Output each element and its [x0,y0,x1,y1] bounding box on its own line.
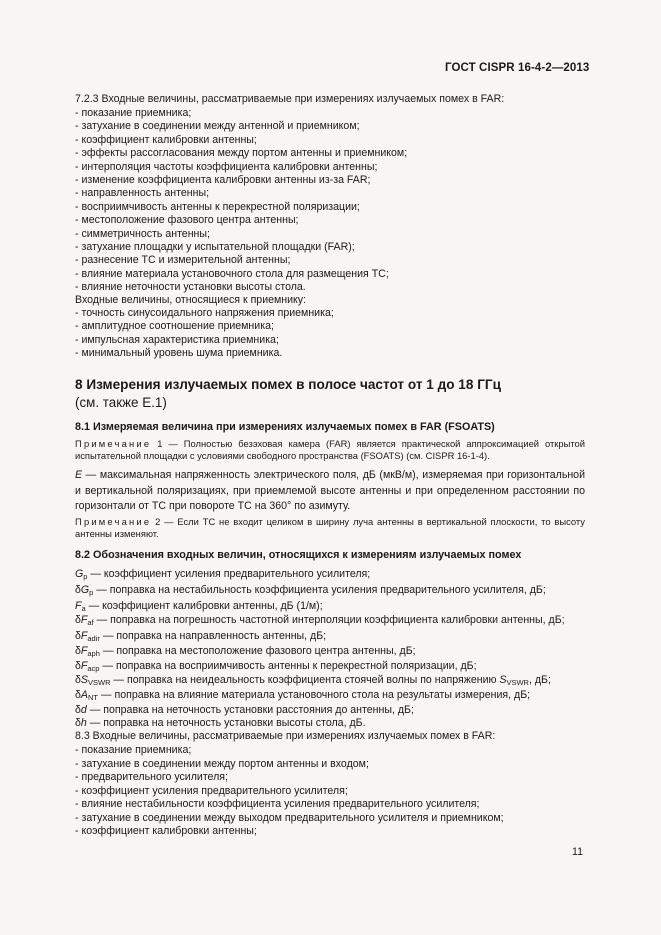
section-7-2-3-item: - направленность антенны; [75,187,210,200]
symbol-description: — поправка на направленность антенны, дБ; [99,630,327,642]
note-1-label: Примечание [75,438,152,449]
section-8-3-item: - затухание в соединении между портом антенны и входом; [75,757,369,770]
symbol-definition [75,645,416,658]
receiver-intro: Входные величины, относящиеся к приемнику: [75,294,307,306]
note-2-text: 2 — Если ТС не входит целиком в ширину луча антенны в вертикальной плоскости, то высоту антенны изменяют. [75,516,585,539]
symbol-subscript: aph [87,649,100,658]
symbol-description: — поправка на местоположение фазового центра антенны, дБ; [99,645,416,657]
section-8-3-item: - затухание в соединении между выходом предварительного усилителя и приемником; [75,811,504,824]
symbol-description: — коэффициент калибровки антенны, дБ (1/м); [85,600,323,612]
delta-prefix: δ [75,630,81,642]
section-8-3-item: - влияние нестабильности коэффициента усиления предварительного усилителя; [75,798,480,810]
symbol: h [80,717,87,729]
delta-prefix: δ [75,645,81,657]
symbol: F [80,660,88,672]
symbol-description: — поправка на неидеальность коэффициента стоячей волны по напряжению [110,674,500,686]
note-1-text: 1 — Полностью безэховая камера (FAR) является практической аппроксимацией открытой испытательной площадки с условиями свободного пространства (FSOATS) (см. CISPR 16-1-4). [75,438,585,461]
receiver-item: - точность синусоидального напряжения приемника; [75,307,334,319]
symbol-subscript: VSWR [506,678,529,687]
symbol-subscript: a [81,604,86,613]
section-7-2-3-item: - изменение коэффициента калибровки антенны из-за FAR; [75,174,371,186]
symbol-description: — поправка на восприимчивость антенны к перекрестной поляризации, дБ; [99,660,477,672]
symbol-definition [75,568,370,581]
symbol-description: — поправка на погрешность частотной интерполяции коэффициента калибровки антенны, дБ; [93,614,565,626]
symbol-subscript: p [89,588,94,597]
page-number: 11 [572,846,583,858]
e-definition [75,468,585,515]
receiver-item: - минимальный уровень шума приемника. [75,347,283,360]
symbol: F [80,630,88,642]
note-2-label: Примечание [75,516,152,527]
standard-designation: ГОСТ CISPR 16-4-2—2013 [445,62,590,74]
section-7-2-3-item: - симметричность антенны; [75,227,210,240]
section-8-3-item: - показание приемника; [75,744,192,756]
delta-prefix: δ [75,717,81,729]
symbol-definition [75,689,530,702]
symbol-definition [75,704,414,717]
symbol: S [499,674,507,686]
section-8-3-item: - предварительного усилителя; [75,771,228,783]
delta-prefix: δ [75,660,81,672]
e-symbol: E [75,469,83,481]
symbol: G [75,568,84,580]
symbol: d [80,704,87,716]
symbol-subscript: adir [87,634,100,643]
receiver-item: - амплитудное соотношение приемника; [75,320,274,333]
symbol: F [80,645,88,657]
section-8-3-item: - коэффициент усиления предварительного усилителя; [75,784,348,797]
section-7-2-3-item: - затухание площадки у испытательной площадки (FAR); [75,241,355,253]
symbol: A [80,689,88,701]
symbol-definition [75,630,326,643]
symbol-description: — поправка на нестабильность коэффициента усиления предварительного усилителя, дБ; [93,584,546,596]
section-7-2-3-item: - коэффициент калибровки антенны; [75,133,257,146]
delta-prefix: δ [75,674,81,686]
note-2 [75,516,585,540]
symbol-subscript: af [87,618,94,627]
symbol-description: — поправка на неточность установки расстояния до антенны, дБ; [86,704,414,716]
section-7-2-3-item: - восприимчивость антенны к перекрестной поляризации; [75,200,360,213]
symbol-description: — коэффициент усиления предварительного усилителя; [87,568,371,580]
section-7-2-3-item: - интерполяция частоты коэффициента калибровки антенны; [75,160,378,173]
symbol-definition [75,584,546,597]
section-8-3-item: - коэффициент калибровки антенны; [75,825,257,837]
delta-prefix: δ [75,689,81,701]
symbol-subscript: VSWR [87,678,111,687]
symbol-subscript: NT [87,693,98,702]
symbol-definition [75,614,565,627]
delta-prefix: δ [75,704,81,716]
symbol: G [80,584,90,596]
symbol-definition [75,600,323,613]
symbol-definition [75,660,477,673]
symbol-definition [75,717,366,730]
symbol: F [75,600,82,612]
symbol-subscript: p [83,572,88,581]
note-1 [75,438,585,462]
section-7-2-3-item: - показание приемника; [75,107,192,119]
symbol-description-end: , дБ; [528,674,551,686]
section-7-2-3-item: - влияние материала установочного стола для размещения ТС; [75,267,389,280]
section-7-2-3-item: - влияние неточности установки высоты стола. [75,281,306,294]
section-8-heading: 8 Измерения излучаемых помех в полосе частот от 1 до 18 ГГц [75,377,501,392]
delta-prefix: δ [75,584,81,596]
e-definition-text: — максимальная напряженность электрического поля, дБ (мкВ/м), измеряемая при горизонтальной и вертикальной поляризациях, при приемлемой высоте антенны и при определенном расстоянии по горизонтали от ТС при повороте ТС на 360° по азимуту. [75,469,585,512]
symbol-definition [75,674,551,687]
symbol: S [80,674,88,686]
section-7-2-3-item: - разнесение ТС и измерительной антенны; [75,254,291,267]
section-7-2-3-intro: 7.2.3 Входные величины, рассматриваемые при измерениях излучаемых помех в FAR: [75,93,505,105]
symbol-description: — поправка на влияние материала установочного стола на результаты измерения, дБ; [97,689,531,701]
symbol-subscript: acp [87,664,100,673]
section-7-2-3-item: - затухание в соединении между антенной и приемником; [75,120,360,133]
delta-prefix: δ [75,614,81,626]
section-7-2-3-item: - местоположение фазового центра антенны; [75,214,299,227]
section-8-3-intro: 8.3 Входные величины, рассматриваемые при измерениях излучаемых помех в FAR: [75,730,496,742]
section-8-2-heading: 8.2 Обозначения входных величин, относящихся к измерениям излучаемых помех [75,549,522,561]
symbol: F [80,614,88,626]
symbol-description: — поправка на неточность установки высоты стола, дБ. [86,717,366,729]
receiver-item: - импульсная характеристика приемника; [75,333,279,346]
section-7-2-3-item: - эффекты рассогласования между портом антенны и приемником; [75,147,408,160]
section-8-heading-sub: (см. также Е.1) [75,395,167,410]
section-8-1-heading: 8.1 Измеряемая величина при измерениях излучаемых помех в FAR (FSOATS) [75,421,495,433]
